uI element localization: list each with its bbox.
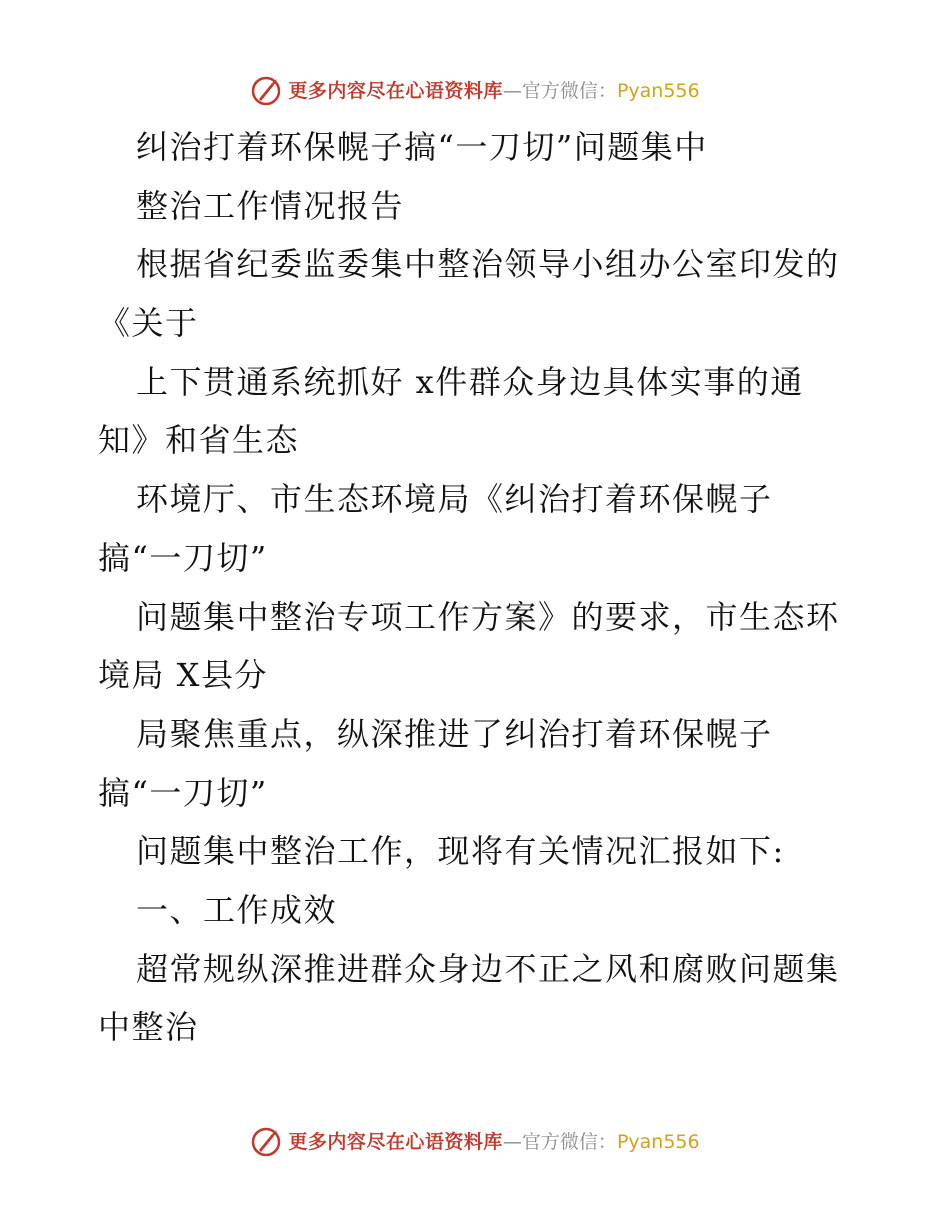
watermark-handle: Pyan556 bbox=[616, 1131, 700, 1153]
section-heading: 一、工作成效 bbox=[136, 890, 338, 929]
title-line-1: 纠治打着环保幌子搞“一刀切”问题集中 bbox=[136, 128, 708, 166]
watermark-brand: 更多内容尽在心语资料库 bbox=[288, 80, 503, 102]
watermark-dash: — bbox=[502, 1131, 522, 1153]
footer-watermark bbox=[0, 1126, 950, 1158]
watermark-label: 官方微信： bbox=[521, 80, 617, 102]
paragraph-line: 根据省纪委监委集中整治领导小组办公室印发的 bbox=[136, 245, 840, 284]
quill-pen-logo-icon bbox=[250, 1126, 282, 1158]
paragraph-line: 《关于 bbox=[98, 304, 199, 343]
quill-pen-logo-icon bbox=[250, 75, 282, 107]
paragraph-line: 局聚焦重点，纵深推进了纠治打着环保幌子 bbox=[136, 714, 773, 753]
paragraph-line: 环境厅、市生态环境局《纠治打着环保幌子 bbox=[136, 480, 773, 519]
watermark-dash: — bbox=[502, 80, 522, 102]
paragraph-line: 搞“一刀切” bbox=[98, 538, 268, 577]
paragraph-line: 问题集中整治工作，现将有关情况汇报如下: bbox=[136, 832, 785, 871]
paragraph-line: 超常规纵深推进群众身边不正之风和腐败问题集 bbox=[136, 949, 840, 988]
paragraph-line: 问题集中整治专项工作方案》的要求，市生态环 bbox=[136, 597, 840, 636]
title-line-2: 整治工作情况报告 bbox=[136, 186, 405, 225]
paragraph-line: 中整治 bbox=[98, 1008, 199, 1047]
watermark-brand: 更多内容尽在心语资料库 bbox=[288, 1131, 503, 1153]
paragraph-line: 上下贯通系统抓好 x件群众身边具体实事的通 bbox=[136, 362, 804, 401]
paragraph-line: 境局 X县分 bbox=[98, 656, 268, 695]
header-watermark bbox=[0, 75, 950, 107]
watermark-label: 官方微信： bbox=[521, 1131, 617, 1153]
paragraph-line: 知》和省生态 bbox=[98, 421, 300, 460]
document-body bbox=[98, 118, 878, 1057]
paragraph-line: 搞“一刀切” bbox=[98, 773, 268, 812]
watermark-handle: Pyan556 bbox=[616, 80, 700, 102]
watermark-text bbox=[288, 76, 699, 106]
watermark-text bbox=[288, 1127, 699, 1157]
